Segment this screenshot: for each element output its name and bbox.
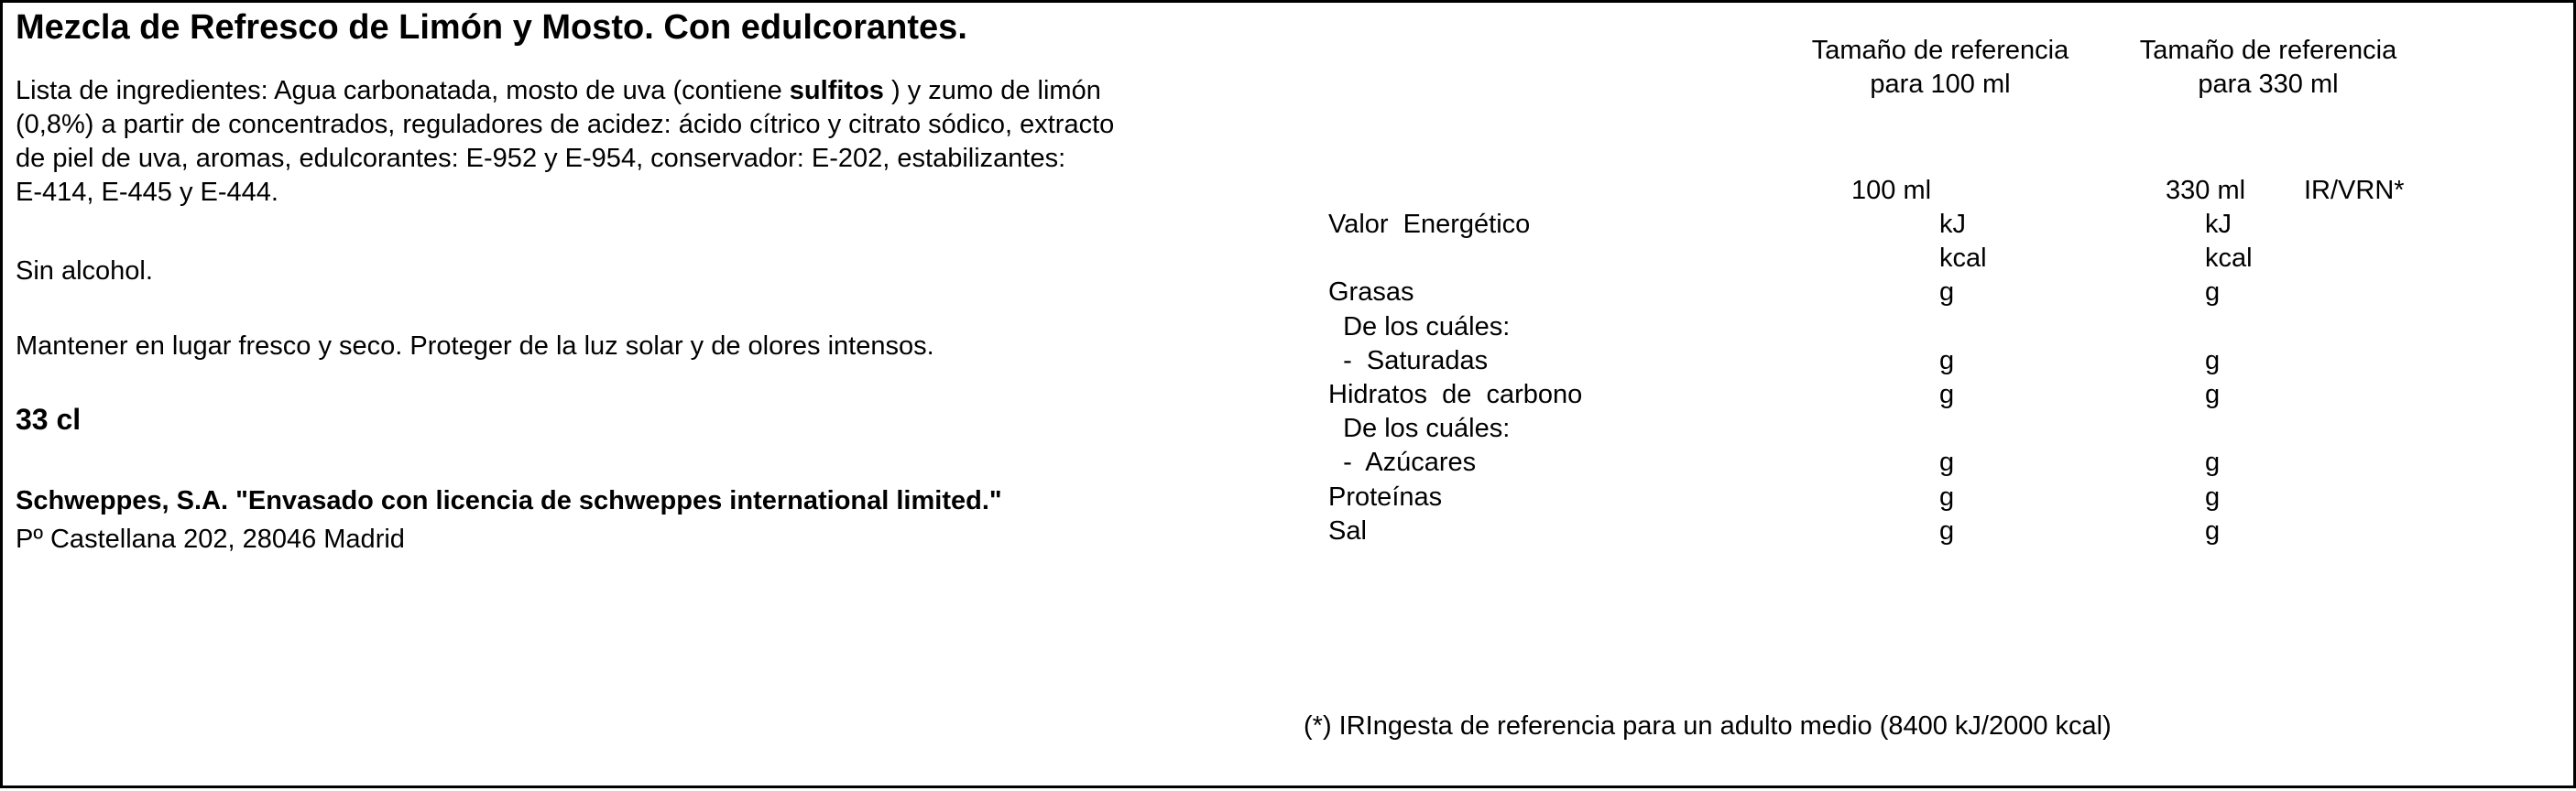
ingredients-prefix: Lista de ingredientes: Agua carbonatada, mosto de uva (contiene (16, 76, 790, 105)
nutrient-label: Proteínas (1328, 482, 1443, 512)
unit-100ml: g (1939, 277, 1955, 308)
col-330-header: 330 ml (2166, 176, 2246, 205)
ingredients-line-2: (0,8%) a partir de concentrados, reguladores de acidez: ácido cítrico y citrato sódico, extracto (16, 110, 1115, 139)
company-name: Schweppes, S.A. "Envasado con licencia de schweppes international limited." (16, 486, 1002, 515)
unit-330ml: kJ (2205, 210, 2232, 239)
nutrient-label: Valor Energético (1328, 210, 1531, 239)
volume: 33 cl (16, 403, 82, 436)
nutrient-label: Hidratos de carbono (1328, 380, 1583, 409)
ref-100-line-2: para 100 ml (1870, 70, 2011, 99)
nutrient-label: Sal (1328, 515, 1367, 546)
ref-100-header (1789, 34, 2091, 102)
alcohol-statement: Sin alcohol. (16, 256, 153, 286)
unit-330ml: g (2205, 380, 2221, 409)
footnote: (*) IRIngesta de referencia para un adulto medio (8400 kJ/2000 kcal) (1304, 711, 2112, 741)
unit-100ml: g (1939, 448, 1955, 478)
ingredients-line-1-suffix: ) y zumo de limón (883, 76, 1101, 105)
ingredients-line-4: E-414, E-445 y E-444. (16, 178, 278, 207)
nutrient-label: De los cuáles: (1328, 311, 1511, 341)
unit-100ml: kJ (1939, 210, 1966, 239)
unit-330ml: g (2205, 448, 2221, 478)
product-title: Mezcla de Refresco de Limón y Mosto. Con edulcorantes. (16, 8, 967, 47)
nutrient-label: Grasas (1328, 277, 1414, 308)
nutrient-label: De los cuáles: (1328, 414, 1511, 444)
ref-330-line-2: para 330 ml (2198, 70, 2339, 99)
ref-330-header (2117, 34, 2419, 102)
storage-instructions: Mantener en lugar fresco y seco. Proteger de la luz solar y de olores intensos. (16, 331, 934, 361)
unit-100ml: g (1939, 380, 1955, 409)
nutrient-label: - Saturadas (1328, 345, 1489, 375)
unit-330ml: g (2205, 515, 2221, 546)
unit-100ml: kcal (1939, 244, 1987, 274)
nutrient-label: - Azúcares (1328, 448, 1477, 478)
unit-330ml: g (2205, 345, 2221, 375)
unit-100ml: g (1939, 345, 1955, 375)
company-address: Pº Castellana 202, 28046 Madrid (16, 525, 405, 554)
unit-330ml: kcal (2205, 244, 2253, 274)
unit-100ml: g (1939, 482, 1955, 512)
unit-330ml: g (2205, 482, 2221, 512)
unit-330ml: g (2205, 277, 2221, 308)
ref-100-line-1: Tamaño de referencia (1811, 36, 2069, 65)
col-100-header: 100 ml (1851, 176, 1932, 205)
nutrition-table (3, 3, 2576, 791)
ingredients-line-3: de piel de uva, aromas, edulcorantes: E-952 y E-954, conservador: E-202, estabilizantes: (16, 144, 1066, 173)
ref-330-line-1: Tamaño de referencia (2139, 36, 2397, 65)
allergen-sulfitos: sulfitos (789, 76, 884, 105)
col-ir-header: IR/VRN* (2304, 176, 2405, 205)
unit-100ml: g (1939, 515, 1955, 546)
